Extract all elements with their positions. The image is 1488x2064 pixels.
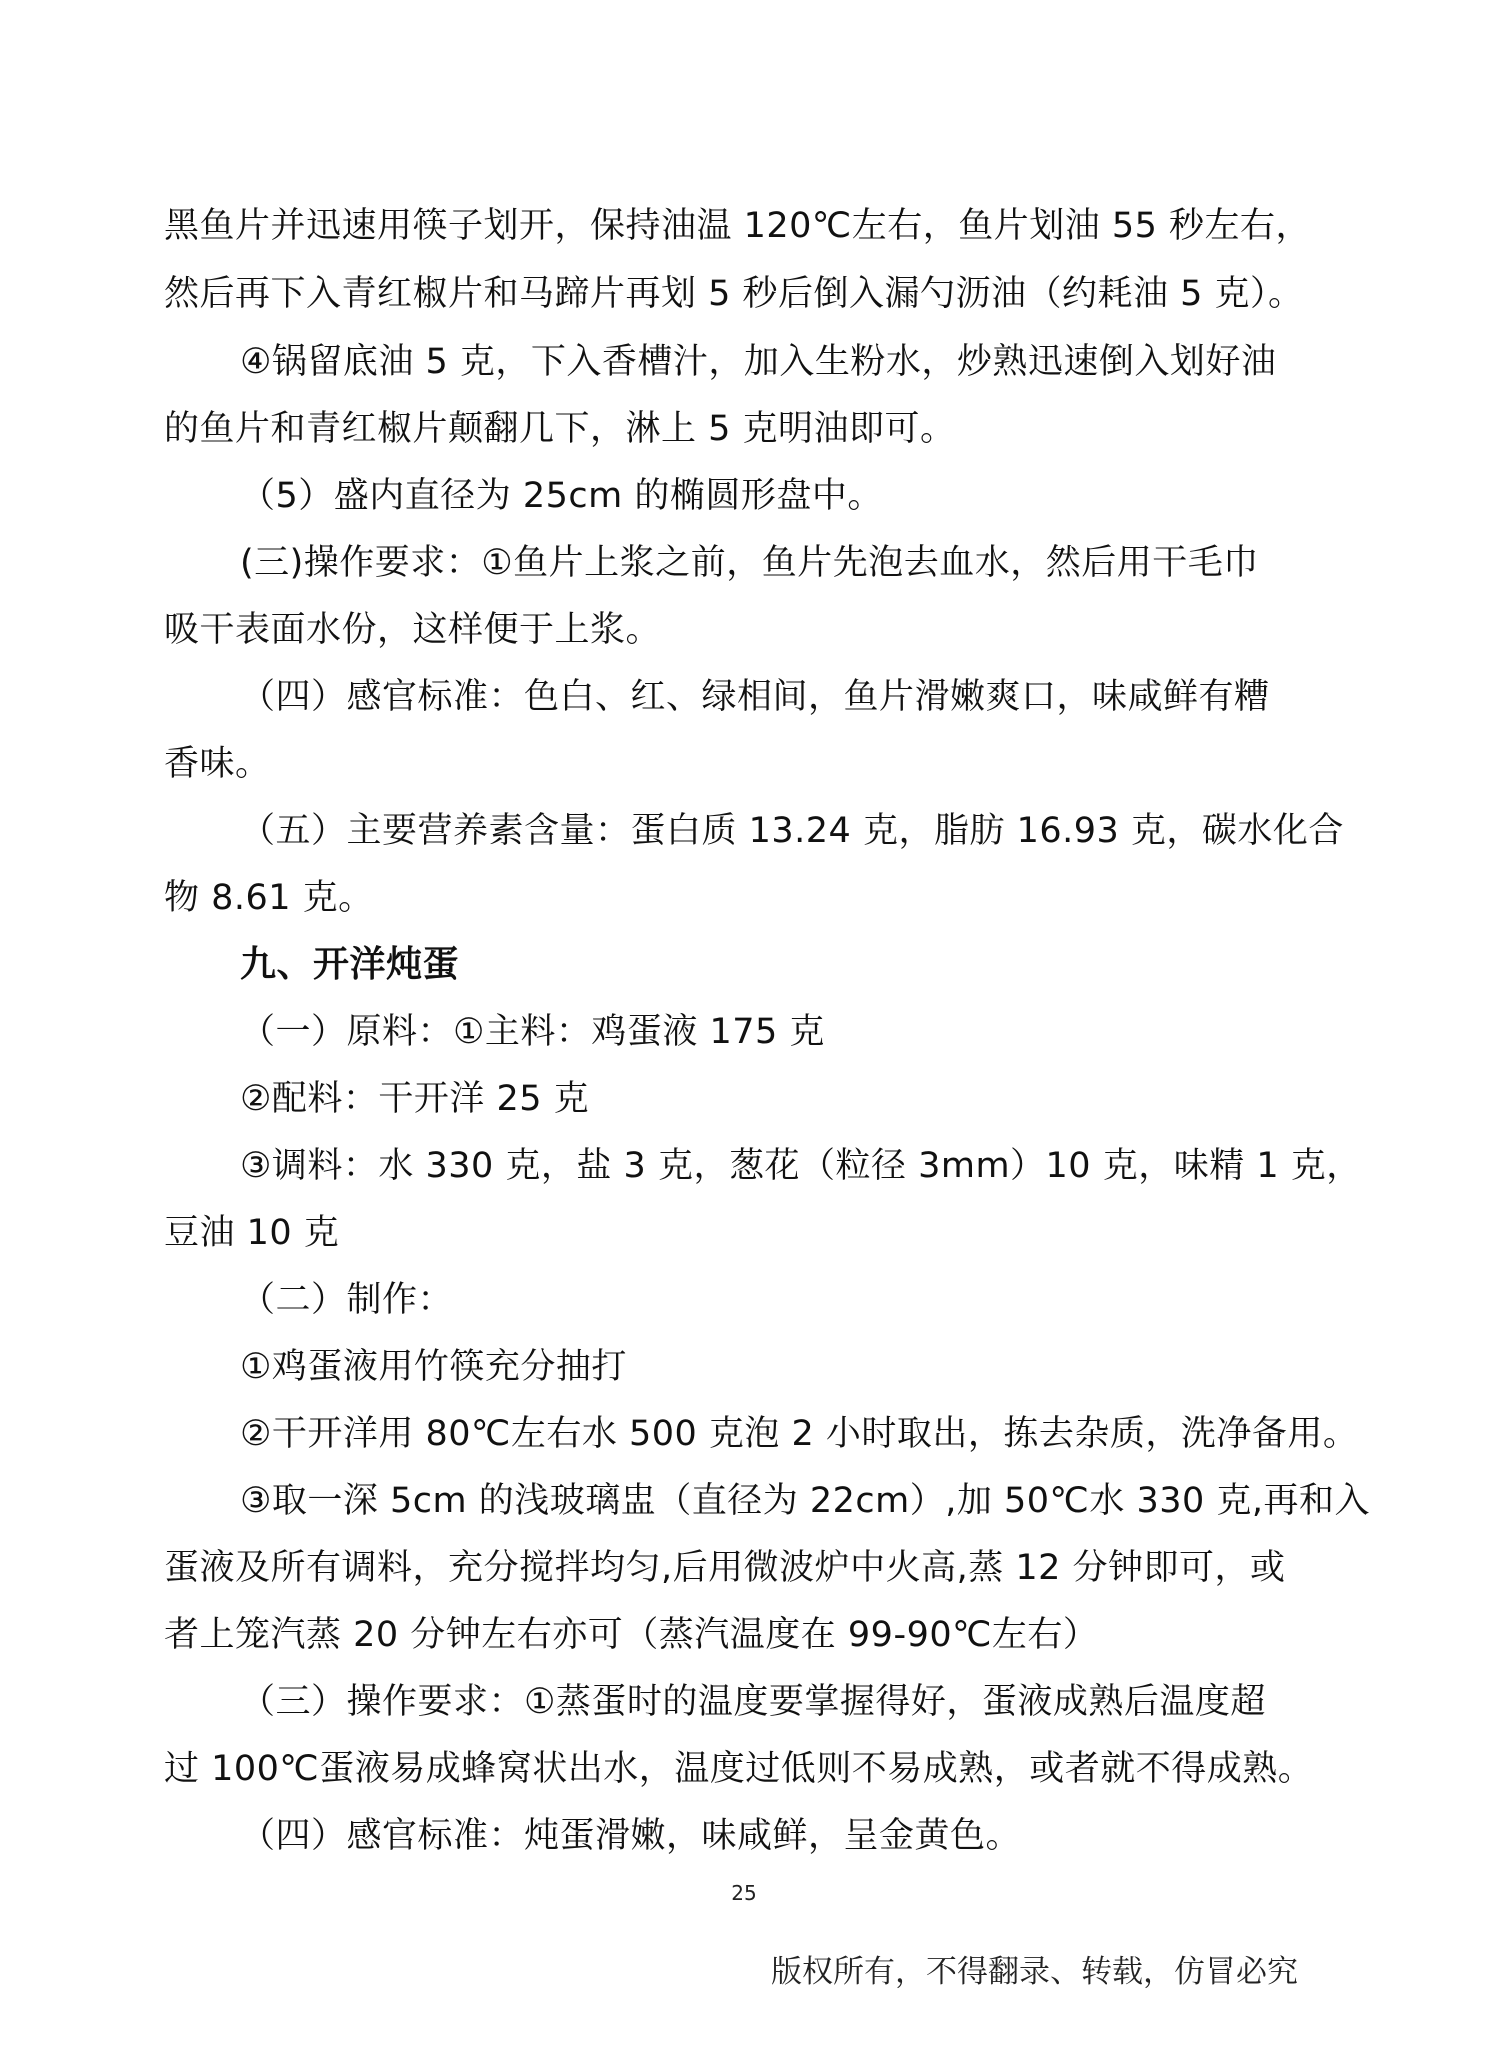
text-line: （四）感官标准：炖蛋滑嫩，味咸鲜，呈金黄色。 — [240, 1816, 1022, 1856]
text-line: ②配料：干开洋 25 克 — [240, 1079, 590, 1119]
text-line: （五）主要营养素含量：蛋白质 13.24 克，脂肪 16.93 克，碳水化合 — [240, 811, 1344, 851]
text-line: ③调料：水 330 克，盐 3 克，葱花（粒径 3mm）10 克，味精 1 克， — [240, 1146, 1362, 1186]
text-line: （四）感官标准：色白、红、绿相间，鱼片滑嫩爽口，味咸鲜有糟 — [240, 677, 1270, 717]
text-line: 黑鱼片并迅速用筷子划开，保持油温 120℃左右，鱼片划油 55 秒左右， — [164, 206, 1312, 246]
text-line: （一）原料：①主料：鸡蛋液 175 克 — [240, 1012, 825, 1052]
section-heading: 九、开洋炖蛋 — [240, 944, 460, 985]
text-line: 过 100℃蛋液易成蜂窝状出水，温度过低则不易成熟，或者就不得成熟。 — [164, 1749, 1314, 1789]
text-line: （5）盛内直径为 25cm 的椭圆形盘中。 — [240, 476, 883, 516]
text-line: 物 8.61 克。 — [164, 878, 374, 918]
text-line: （二）制作： — [240, 1280, 454, 1320]
text-line: 香味。 — [164, 744, 271, 784]
text-line: 豆油 10 克 — [164, 1213, 340, 1253]
text-line: ①鸡蛋液用竹筷充分抽打 — [240, 1347, 627, 1387]
text-line: 的鱼片和青红椒片颠翻几下，淋上 5 克明油即可。 — [164, 409, 956, 449]
text-line: ②干开洋用 80℃左右水 500 克泡 2 小时取出，拣去杂质，洗净备用。 — [240, 1414, 1359, 1454]
text-line: 蛋液及所有调料，充分搅拌均匀,后用微波炉中火高,蒸 12 分钟即可，或 — [164, 1548, 1286, 1588]
text-line: （三）操作要求：①蒸蛋时的温度要掌握得好，蛋液成熟后温度超 — [240, 1682, 1266, 1722]
text-line: (三)操作要求：①鱼片上浆之前，鱼片先泡去血水，然后用干毛巾 — [240, 543, 1259, 583]
copyright-notice: 版权所有，不得翻录、转载，仿冒必究 — [771, 1954, 1298, 1990]
text-line: 者上笼汽蒸 20 分钟左右亦可（蒸汽温度在 99-90℃左右） — [164, 1615, 1099, 1655]
text-line: ④锅留底油 5 克，下入香槽汁，加入生粉水，炒熟迅速倒入划好油 — [240, 342, 1277, 382]
text-line: 吸干表面水份，这样便于上浆。 — [164, 610, 662, 650]
text-line: 然后再下入青红椒片和马蹄片再划 5 秒后倒入漏勺沥油（约耗油 5 克）。 — [164, 274, 1304, 314]
page-number: 25 — [731, 1881, 757, 1905]
text-line: ③取一深 5cm 的浅玻璃盅（直径为 22cm）,加 50℃水 330 克,再和入 — [240, 1481, 1371, 1521]
